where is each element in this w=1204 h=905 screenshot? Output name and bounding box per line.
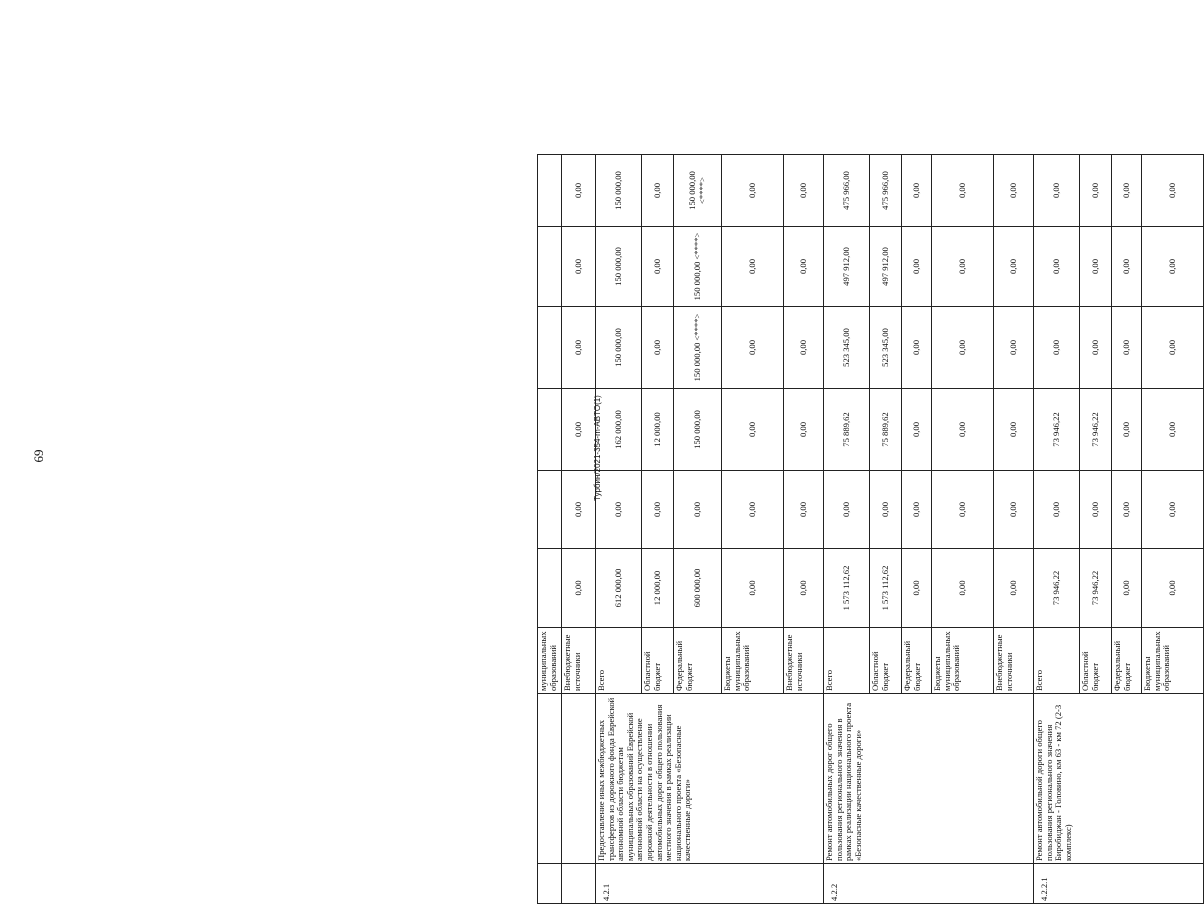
table-row xyxy=(824,155,870,904)
amount-cell: 0,00 xyxy=(932,389,994,471)
amount-cell: 612 000,00 xyxy=(596,549,642,628)
amount-cell: 1 573 112,62 xyxy=(824,549,870,628)
amount-cell: 0,00 xyxy=(1112,549,1142,628)
amount-cell: 150 000,00 <****> xyxy=(674,227,722,307)
amount-cell: 0,00 xyxy=(722,389,784,471)
funding-source: Федеральный бюджет xyxy=(902,628,932,694)
amount-cell: 0,00 xyxy=(1142,471,1204,549)
funding-source: Бюджеты муниципальных образований xyxy=(722,628,784,694)
amount-cell: 0,00 xyxy=(1142,227,1204,307)
amount-cell: 0,00 xyxy=(562,307,596,389)
amount-cell: 0,00 xyxy=(902,227,932,307)
amount-cell: 0,00 xyxy=(1142,389,1204,471)
amount-cell: 0,00 xyxy=(722,549,784,628)
item-code xyxy=(538,864,562,904)
funding-source: муниципальных образований xyxy=(538,628,562,694)
amount-cell: 0,00 xyxy=(824,471,870,549)
item-name xyxy=(562,694,596,864)
item-name xyxy=(538,694,562,864)
amount-cell: 0,00 xyxy=(722,155,784,227)
amount-cell: 0,00 xyxy=(784,155,824,227)
amount-cell: 0,00 xyxy=(562,389,596,471)
amount-cell: 0,00 xyxy=(902,155,932,227)
amount-cell: 0,00 xyxy=(562,155,596,227)
amount-cell: 0,00 xyxy=(784,227,824,307)
amount-cell: 0,00 xyxy=(1112,471,1142,549)
funding-source: Бюджеты муниципальных образований xyxy=(932,628,994,694)
amount-cell xyxy=(538,549,562,628)
amount-cell: 0,00 xyxy=(902,389,932,471)
table-row xyxy=(1034,155,1080,904)
funding-source: Внебюджетные источники xyxy=(784,628,824,694)
page-number: 69 xyxy=(31,449,46,463)
amount-cell: 162 000,00 xyxy=(596,389,642,471)
amount-cell: 0,00 xyxy=(722,227,784,307)
amount-cell: 0,00 xyxy=(562,471,596,549)
amount-cell: 1 573 112,62 xyxy=(870,549,902,628)
amount-cell: 0,00 xyxy=(994,227,1034,307)
amount-cell: 600 000,00 xyxy=(674,549,722,628)
item-code: 4.2.1 xyxy=(596,864,824,904)
item-code: 4.2.2 xyxy=(824,864,1034,904)
table-row xyxy=(596,155,642,904)
footer-code: Турбин/2021-354-m-ABTO(1) xyxy=(593,395,602,501)
amount-cell: 0,00 xyxy=(1080,155,1112,227)
funding-source: Областной бюджет xyxy=(1080,628,1112,694)
amount-cell: 0,00 xyxy=(902,549,932,628)
amount-cell: 0,00 xyxy=(1034,307,1080,389)
amount-cell: 0,00 xyxy=(1080,227,1112,307)
amount-cell: 75 889,62 xyxy=(824,389,870,471)
amount-cell: 0,00 xyxy=(562,227,596,307)
amount-cell: 0,00 xyxy=(932,227,994,307)
amount-cell: 0,00 xyxy=(1142,307,1204,389)
amount-cell: 0,00 xyxy=(994,307,1034,389)
amount-cell: 0,00 xyxy=(994,155,1034,227)
amount-cell: 0,00 xyxy=(1080,471,1112,549)
amount-cell: 0,00 xyxy=(932,307,994,389)
amount-cell xyxy=(538,227,562,307)
amount-cell: 0,00 xyxy=(932,549,994,628)
amount-cell: 0,00 xyxy=(596,471,642,549)
amount-cell: 0,00 xyxy=(1112,307,1142,389)
amount-cell: 0,00 xyxy=(994,471,1034,549)
amount-cell: 0,00 xyxy=(784,307,824,389)
amount-cell: 12 000,00 xyxy=(642,389,674,471)
funding-source: Внебюджетные источники xyxy=(562,628,596,694)
amount-cell: 0,00 xyxy=(642,307,674,389)
amount-cell: 0,00 xyxy=(932,471,994,549)
amount-cell: 0,00 xyxy=(1112,155,1142,227)
table-row xyxy=(562,155,596,904)
amount-cell: 497 912,00 xyxy=(870,227,902,307)
amount-cell: 0,00 xyxy=(784,549,824,628)
funding-source: Внебюджетные источники xyxy=(994,628,1034,694)
amount-cell: 73 946,22 xyxy=(1080,389,1112,471)
amount-cell: 150 000,00 xyxy=(596,307,642,389)
amount-cell: 150 000,00 <****> xyxy=(674,307,722,389)
amount-cell: 497 912,00 xyxy=(824,227,870,307)
item-name: Предоставление иных межбюджетных трансфертов из дорожного фонда Еврейской автономной области бюджетам муниципальных образований Еврейской автономной области на осуществление дорожной деятельности в отношении автомобильных дорог общего пользования местного значения в рамках реализации национального проекта «Безопасные качественные дороги» xyxy=(596,694,824,864)
amount-cell xyxy=(538,155,562,227)
amount-cell: 150 000,00 <****> xyxy=(674,155,722,227)
funding-source: Бюджеты муниципальных образований xyxy=(1142,628,1204,694)
item-code xyxy=(562,864,596,904)
amount-cell: 0,00 xyxy=(674,471,722,549)
amount-cell: 0,00 xyxy=(902,307,932,389)
item-name: Ремонт автомобильных дорог общего пользования регионального значения в рамках реализации национального проекта «Безопасные качественные дороги» xyxy=(824,694,1034,864)
amount-cell: 475 966,00 xyxy=(824,155,870,227)
funding-source: Всего xyxy=(596,628,642,694)
amount-cell: 475 966,00 xyxy=(870,155,902,227)
funding-source: Всего xyxy=(1034,628,1080,694)
amount-cell: 0,00 xyxy=(902,471,932,549)
amount-cell: 0,00 xyxy=(642,471,674,549)
amount-cell: 0,00 xyxy=(562,549,596,628)
amount-cell: 150 000,00 xyxy=(674,389,722,471)
table-row xyxy=(538,155,562,904)
amount-cell: 0,00 xyxy=(870,471,902,549)
amount-cell xyxy=(538,307,562,389)
funding-source: Областной бюджет xyxy=(870,628,902,694)
amount-cell: 0,00 xyxy=(1034,227,1080,307)
amount-cell: 0,00 xyxy=(1142,549,1204,628)
amount-cell: 0,00 xyxy=(722,307,784,389)
item-code: 4.2.2.1 xyxy=(1034,864,1204,904)
amount-cell xyxy=(538,471,562,549)
amount-cell: 0,00 xyxy=(642,227,674,307)
amount-cell: 523 345,00 xyxy=(824,307,870,389)
amount-cell: 73 946,22 xyxy=(1034,389,1080,471)
item-name: Ремонт автомобильной дороги общего пользования регионального значения Биробиджан - Головино, км 63 - км 72 (2-3 комплекс) xyxy=(1034,694,1204,864)
budget-table-body xyxy=(538,155,1204,904)
amount-cell: 73 946,22 xyxy=(1080,549,1112,628)
amount-cell: 12 000,00 xyxy=(642,549,674,628)
funding-source: Федеральный бюджет xyxy=(1112,628,1142,694)
funding-source: Всего xyxy=(824,628,870,694)
amount-cell: 150 000,00 xyxy=(596,155,642,227)
amount-cell: 0,00 xyxy=(1034,471,1080,549)
funding-source: Областной бюджет xyxy=(642,628,674,694)
amount-cell: 0,00 xyxy=(1142,155,1204,227)
amount-cell: 150 000,00 xyxy=(596,227,642,307)
amount-cell: 0,00 xyxy=(1112,227,1142,307)
amount-cell: 0,00 xyxy=(722,471,784,549)
funding-source: Федеральный бюджет xyxy=(674,628,722,694)
amount-cell: 0,00 xyxy=(642,155,674,227)
amount-cell: 75 889,62 xyxy=(870,389,902,471)
amount-cell: 0,00 xyxy=(994,549,1034,628)
amount-cell: 523 345,00 xyxy=(870,307,902,389)
amount-cell: 0,00 xyxy=(1112,389,1142,471)
amount-cell: 0,00 xyxy=(784,471,824,549)
amount-cell: 0,00 xyxy=(932,155,994,227)
amount-cell: 0,00 xyxy=(1034,155,1080,227)
amount-cell: 0,00 xyxy=(1080,307,1112,389)
amount-cell: 73 946,22 xyxy=(1034,549,1080,628)
amount-cell: 0,00 xyxy=(994,389,1034,471)
amount-cell: 0,00 xyxy=(784,389,824,471)
budget-table xyxy=(537,154,1204,904)
amount-cell xyxy=(538,389,562,471)
